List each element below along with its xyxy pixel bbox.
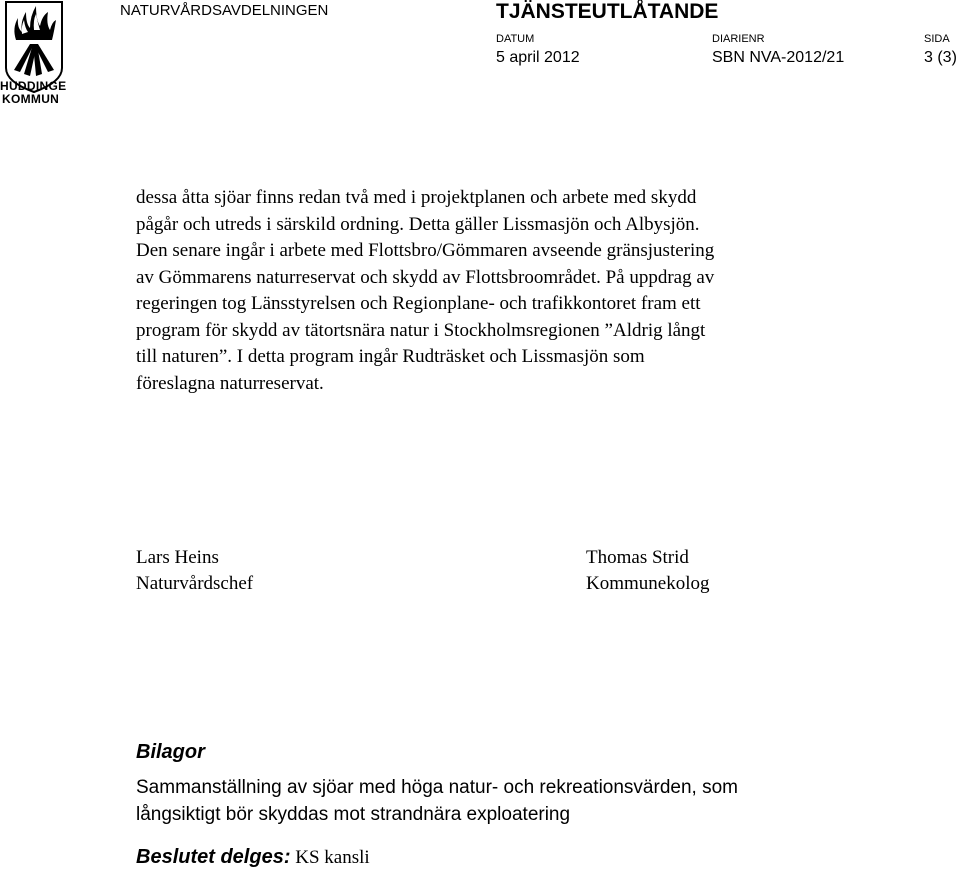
date-label: DATUM (496, 33, 535, 45)
signature-title: Kommunekolog (586, 573, 710, 594)
signature-title: Naturvårdschef (136, 573, 254, 594)
body-line: dessa åtta sjöar finns redan två med i projektplanen och arbete med skydd (136, 187, 697, 208)
body-paragraph (136, 185, 856, 397)
distribution-value: KS kansli (295, 847, 370, 868)
page-label: SIDA (924, 33, 950, 45)
attachment-line: långsiktigt bör skyddas mot strandnära exploatering (136, 804, 571, 825)
body-line: Den senare ingår i arbete med Flottsbro/Gömmaren avseende gränsjustering (136, 240, 715, 261)
attachment-line: Sammanställning av sjöar med höga natur- och rekreationsvärden, som (136, 777, 738, 798)
department-name: NATURVÅRDSAVDELNINGEN (120, 2, 329, 19)
page-value: 3 (3) (924, 49, 957, 66)
attachments-text (136, 774, 738, 828)
document-type: TJÄNSTEUTLÅTANDE (496, 0, 719, 23)
distribution-label: Beslutet delges: (136, 846, 291, 868)
body-line: av Gömmarens naturreservat och skydd av Flottsbroområdet. På uppdrag av (136, 266, 715, 288)
logo-text-line1: HUDDINGE (0, 79, 67, 93)
diarienr-value: SBN NVA-2012/21 (712, 49, 845, 66)
signature-left (136, 545, 253, 597)
signature-name: Thomas Strid (586, 547, 689, 568)
signature-name: Lars Heins (136, 547, 219, 568)
body-line: till naturen”. I detta program ingår Rudträsket och Lissmasjön som (136, 346, 645, 367)
huddinge-logo (0, 0, 68, 106)
signature-right (586, 545, 710, 597)
distribution (136, 846, 370, 869)
body-line: regeringen tog Länsstyrelsen och Regionplane- och trafikkontoret fram ett (136, 293, 701, 314)
attachments-heading: Bilagor (136, 741, 205, 763)
diarienr-label: DIARIENR (712, 33, 765, 45)
body-line: föreslagna naturreservat. (136, 372, 324, 394)
logo-text-line2: KOMMUN (2, 92, 60, 106)
body-line: pågår och utreds i särskild ordning. Detta gäller Lissmasjön och Albysjön. (136, 213, 700, 235)
date-value: 5 april 2012 (496, 49, 580, 66)
body-line: program för skydd av tätortsnära natur i Stockholmsregionen ”Aldrig långt (136, 319, 706, 341)
